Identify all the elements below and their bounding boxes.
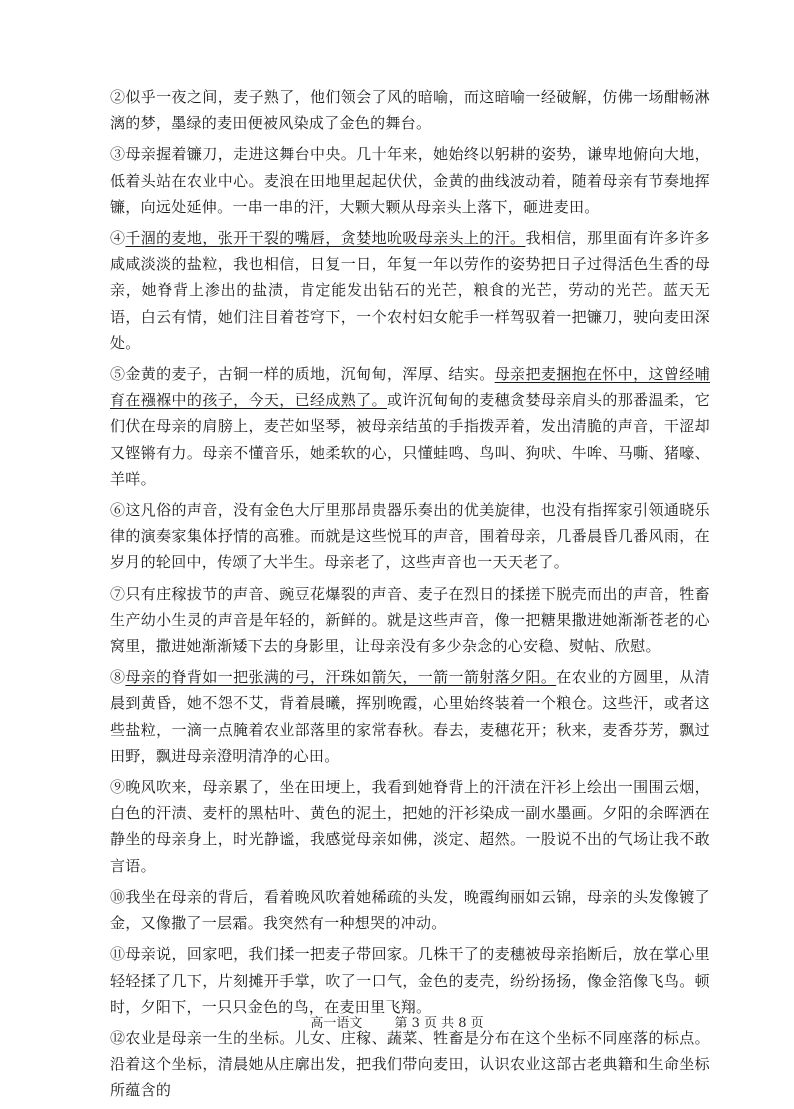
- paragraph-2: [110, 84, 710, 136]
- paragraph-number: ⑧: [110, 668, 126, 687]
- paragraph-4: [110, 225, 710, 356]
- paragraph-8: [110, 664, 710, 769]
- page-footer: [0, 1012, 794, 1031]
- paragraph-number: ④: [110, 229, 126, 248]
- paragraph-10: [110, 884, 710, 936]
- underlined-sentence: 母亲把麦捆抱在怀中，这曾经哺育在襁褓中的孩子，今天，已经成熟了。: [110, 365, 710, 410]
- paragraph-text: 或许沉甸甸的麦穗贪婪母亲肩头的那番温柔，它们伏在母亲的肩膀上，麦芒如坚琴，被母亲结茧的手指拨弄着，发出清脆的声音，干涩却又铿锵有力。母亲不懂音乐，她柔软的心，只懂蛙鸣、鸟叫、狗吠、牛哞、马嘶、猪嚎、羊咩。: [110, 391, 710, 488]
- article-body: [110, 84, 710, 1109]
- underlined-sentence: 千涸的麦地，张开干裂的嘴唇，贪婪地吮吸母亲头上的汗。: [125, 229, 526, 248]
- underlined-sentence: 母亲的脊背如一把张满的弓，汗珠如箭矢，一箭一箭射落夕阳。: [125, 668, 557, 687]
- paragraph-text: ⑪母亲说，回家吧，我们揉一把麦子带回家。几株干了的麦穗被母亲掐断后，放在掌心里轻轻揉了几下，片刻摊开手掌，吹了一口气，金色的麦壳，纷纷扬扬，像金箔像飞鸟。顿时，夕阳下，一只只金色的鸟，在麦田里飞翔。: [110, 945, 710, 1016]
- paragraph-12: [110, 1025, 710, 1104]
- paragraph-text: ⑦只有庄稼拔节的声音、豌豆花爆裂的声音、麦子在烈日的揉搓下脱壳而出的声音，牲畜生产幼小生灵的声音是年轻的，新鲜的。就是这些声音，像一把糖果撒进她渐渐苍老的心窝里，撒进她渐渐矮下去的身影里，让母亲没有多少杂念的心安稳、熨帖、欣慰。: [110, 584, 710, 656]
- paragraph-text: 我相信，那里面有许多许多咸咸淡淡的盐粒，我也相信，日复一日，年复一年以劳作的姿势把日子过得活色生香的母亲，她脊背上渗出的盐渍，肯定能发出钻石的光芒，粮食的光芒，劳动的光芒。蓝天无语，白云有情，她们注目着苍穹下，一个农村妇女舵手一样驾驭着一把镰刀，驶向麦田深处。: [110, 229, 710, 352]
- paragraph-9: [110, 774, 710, 879]
- paragraph-text: ②似乎一夜之间，麦子熟了，他们领会了风的暗喻，而这暗喻一经破解，仿佛一场酣畅淋漓的梦，墨绿的麦田便被风染成了金色的舞台。: [110, 88, 710, 133]
- paragraph-6: [110, 497, 710, 576]
- paragraph-11: [110, 941, 710, 1020]
- paragraph-7: [110, 581, 710, 660]
- paragraph-5: [110, 361, 710, 492]
- paragraph-text: ⑫农业是母亲一生的坐标。儿女、庄稼、蔬菜、牲畜是分布在这个坐标不同座落的标点。沿着这个坐标，清晨她从庄廓出发，把我们带向麦田，认识农业这部古老典籍和生命坐标所蕴含的: [110, 1028, 710, 1100]
- footer-subject: 高一语文: [310, 1016, 363, 1031]
- paragraph-3: [110, 141, 710, 220]
- footer-page-number: 第 3 页 共 8 页: [394, 1016, 484, 1031]
- paragraph-text: ⑤金黄的麦子，古铜一样的质地，沉甸甸，浑厚、结实。: [110, 365, 495, 384]
- paragraph-text: 在农业的方圆里，从清晨到黄昏，她不怨不艾，背着晨曦，挥别晚霞，心里始终装着一个粮仓。这些汗，或者这些盐粒，一滴一点腌着农业部落里的家常春秋。春去，麦穗花开；秋来，麦香芬芳，飘过田野，飘进母亲澄明清净的心田。: [110, 668, 710, 765]
- paragraph-text: ⑩我坐在母亲的背后，看着晚风吹着她稀疏的头发，晚霞绚丽如云锦，母亲的头发像镀了金，又像撒了一层霜。我突然有一种想哭的冲动。: [110, 887, 710, 933]
- paragraph-text: ⑨晚风吹来，母亲累了，坐在田埂上，我看到她脊背上的汗渍在汗衫上绘出一围围云烟，白色的汗渍、麦杆的黑枯叶、黄色的泥土，把她的汗衫染成一副水墨画。夕阳的余晖洒在静坐的母亲身上，时光静谧，我感觉母亲如佛，淡定、超然。一股说不出的气场让我不敢言语。: [110, 778, 710, 875]
- paragraph-text: ③母亲握着镰刀，走进这舞台中央。几十年来，她始终以躬耕的姿势，谦卑地俯向大地，低着头站在农业中心。麦浪在田地里起起伏伏，金黄的曲线波动着，随着母亲有节奏地挥镰，向远处延伸。一串一串的汗，大颗大颗从母亲头上落下，砸进麦田。: [110, 145, 710, 216]
- paragraph-text: ⑥这凡俗的声音，没有金色大厅里那昂贵器乐奏出的优美旋律，也没有指挥家引领通晓乐律的演奏家集体抒情的高雅。而就是这些悦耳的声音，围着母亲，几番晨昏几番风雨，在岁月的轮回中，传颂了大半生。母亲老了，这些声音也一天天老了。: [110, 501, 710, 572]
